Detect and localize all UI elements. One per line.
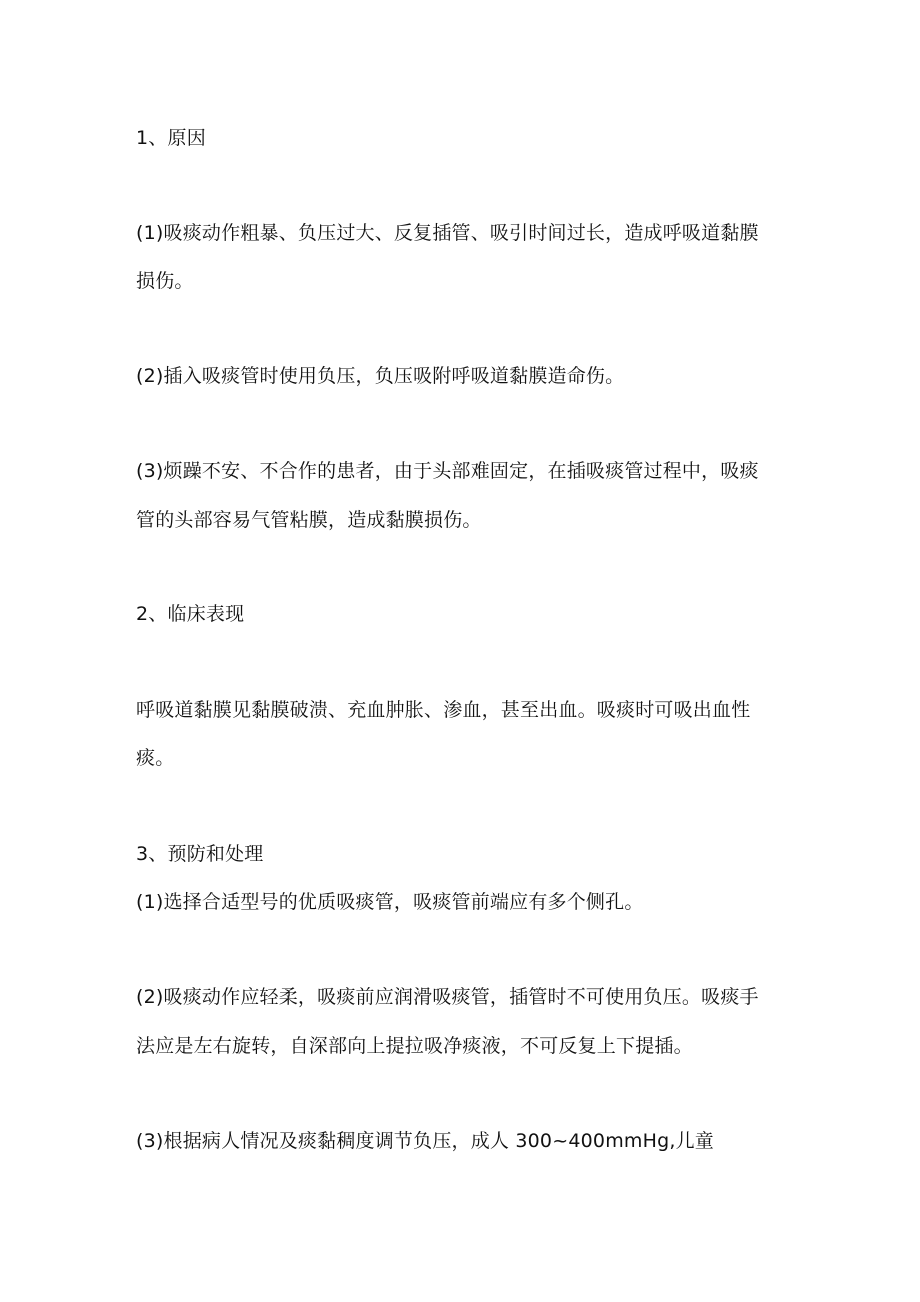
paragraph-line: (3)根据病人情况及痰黏稠度调节负压，成人 300~400mmHg,儿童: [136, 1130, 715, 1152]
paragraph-line: 管的头部容易气管粘膜，造成黏膜损伤。: [136, 509, 482, 531]
paragraph-line: (2)吸痰动作应轻柔，吸痰前应润滑吸痰管，插管时不可使用负压。吸痰手: [136, 986, 759, 1008]
paragraph-line: 呼吸道黏膜见黏膜破溃、充血肿胀、渗血，甚至出血。吸痰时可吸出血性: [136, 699, 751, 721]
paragraph-line: (1)吸痰动作粗暴、负压过大、反复插管、吸引时间过长，造成呼吸道黏膜: [136, 222, 759, 244]
paragraph-line: 法应是左右旋转，自深部向上提拉吸净痰液，不可反复上下提插。: [136, 1035, 693, 1057]
paragraph-line: 损伤。: [136, 270, 194, 292]
paragraph-line: 痰。: [136, 747, 175, 769]
paragraph-line: (2)插入吸痰管时使用负压，负压吸附呼吸道黏膜造命伤。: [136, 365, 625, 387]
paragraph-line: (1)选择合适型号的优质吸痰管，吸痰管前端应有多个侧孔。: [136, 891, 644, 913]
paragraph-line: (3)烦躁不安、不合作的患者，由于头部难固定，在插吸痰管过程中，吸痰: [136, 460, 759, 482]
section-heading-clinical: 2、临床表现: [136, 603, 245, 625]
section-heading-cause: 1、原因: [136, 127, 206, 149]
section-heading-prevention: 3、预防和处理: [136, 843, 264, 865]
